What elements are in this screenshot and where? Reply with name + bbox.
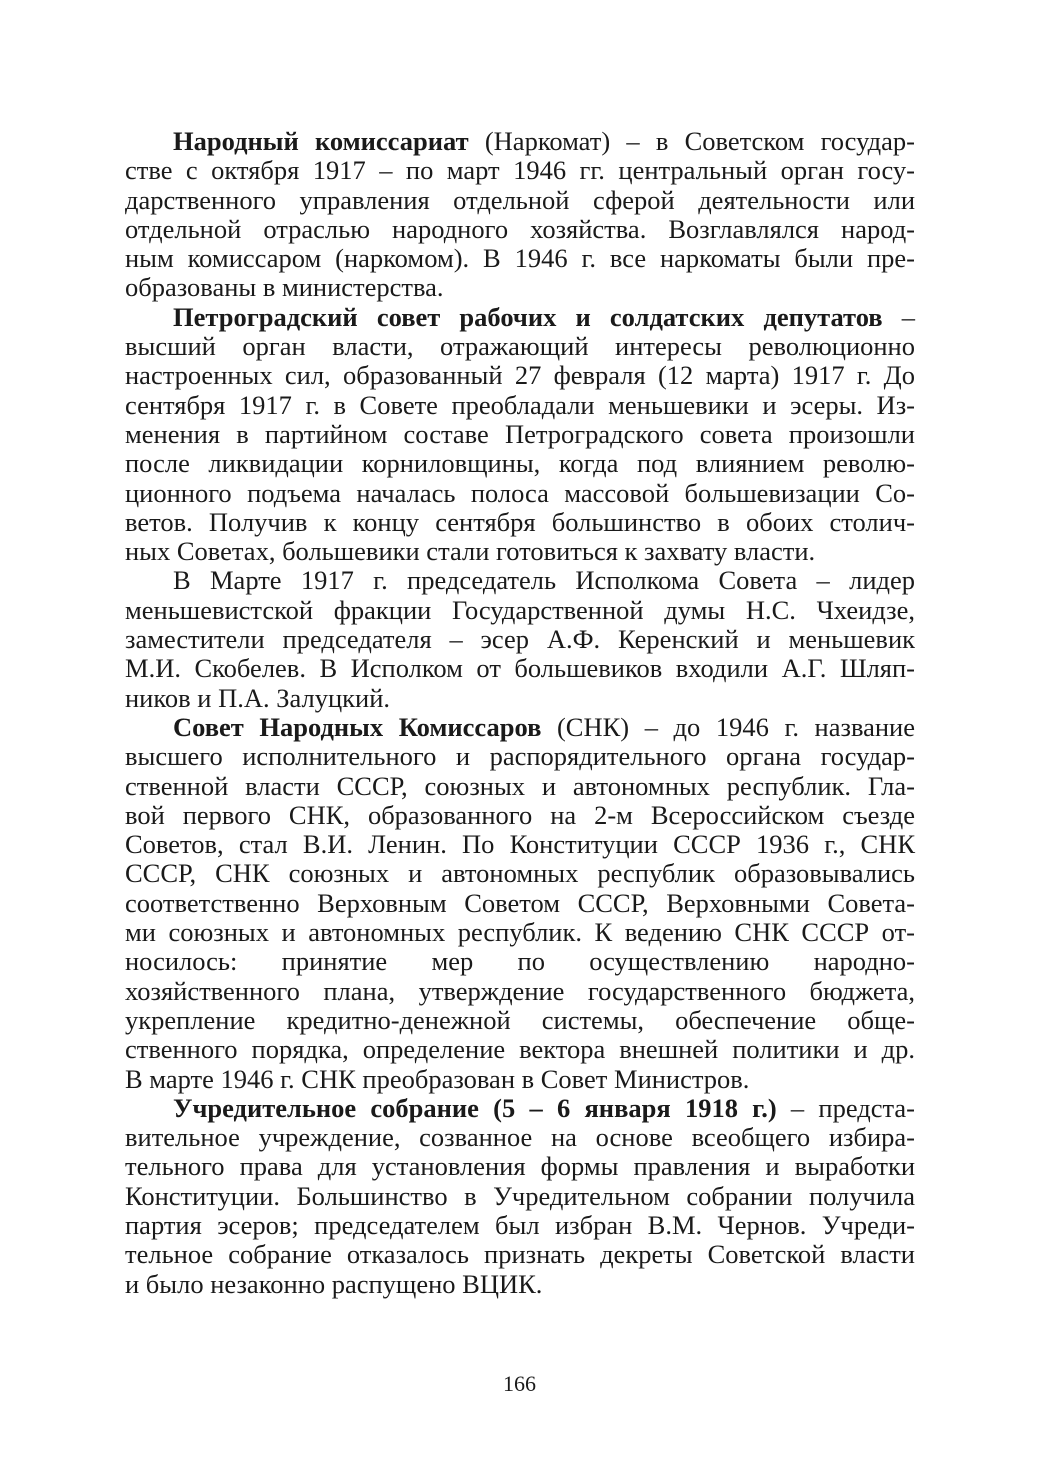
text-line: укрепление кредитно-денежной системы, обеспечение обще- [125,1004,915,1035]
term-heading: Народный комиссариат [173,126,469,156]
text-line: ников и П.А. Залуцкий. [125,682,391,713]
text-line: хозяйственного плана, утверждение государственного бюджета, [125,975,915,1006]
paragraph-march-1917 [125,566,915,712]
text-line: Учредительное собрание (5 – 6 января 1918 г.) – предста- [173,1092,915,1123]
text-line: соответственно Верховным Советом СССР, Верховными Совета- [125,887,915,918]
text-line: М.И. Скобелев. В Исполком от большевиков входили А.Г. Шляп- [125,653,915,684]
text-line: отдельной отраслью народного хозяйства. Возглавлялся народ- [125,213,915,244]
term-heading: Учредительное собрание (5 – 6 января 1918 г.) [173,1092,777,1123]
text-line: вой первого СНК, образованного на 2-м Всероссийском съезде [125,799,915,830]
text-line: заместители председателя – эсер А.Ф. Керенский и меньшевик [125,624,915,655]
text-line: Народный комиссариат (Наркомат) – в Советском государ- [173,126,915,156]
text-line: В марте 1946 г. СНК преобразован в Совет Министров. [125,1063,750,1094]
paragraph-uchreditelnoe-sobranie [125,1094,915,1299]
text-line: менения в партийном составе Петроградского совета произошли [125,418,915,449]
text-line: образованы в министерства. [125,272,444,303]
text-line: тельное собрание отказалось признать декреты Советской власти [125,1239,915,1270]
text-line: стве с октября 1917 – по март 1946 гг. центральный орган госу- [125,155,915,186]
text-line: сентября 1917 г. в Совете преобладали меньшевики и эсеры. Из- [125,389,915,420]
text-line: ственного порядка, определение вектора внешней политики и др. [125,1034,915,1065]
text-line: Советов, стал В.И. Ленин. По Конституции СССР 1936 г., СНК [125,829,915,860]
text-line: Петроградский совет рабочих и солдатских депутатов – [173,301,916,332]
term-heading: Петроградский совет рабочих и солдатских депутатов [173,301,883,332]
text-line: носилось: принятие мер по осуществлению народно- [125,946,915,977]
text-line: ционного подъема началась полоса массовой большевизации Со- [125,477,915,508]
text-line: ным комиссаром (наркомом). В 1946 г. все наркоматы были пре- [125,243,915,274]
text-line: СССР, СНК союзных и автономных республик образовывались [125,858,915,889]
paragraph-narodny-komissariat [125,127,915,303]
text-line: дарственного управления отдельной сферой деятельности или [125,184,915,215]
text-line: ных Советах, большевики стали готовиться к захвату власти. [125,536,816,567]
term-heading: Совет Народных Комиссаров [173,711,542,742]
paragraph-petrogradsky-sovet [125,303,915,567]
text-line: меньшевистской фракции Государственной думы Н.С. Чхеидзе, [125,594,915,625]
text-line: партия эсеров; председателем был избран В.М. Чернов. Учреди- [125,1209,915,1240]
text-line: после ликвидации корниловщины, когда под влиянием револю- [125,448,915,479]
document-body [125,127,915,1299]
text-line: высший орган власти, отражающий интересы революционно [125,331,915,362]
text-line: Конституции. Большинство в Учредительном собрании получила [125,1180,915,1211]
text-line: высшего исполнительного и распорядительного органа государ- [125,741,915,772]
page-number: 166 [503,1371,536,1396]
text-line: и было незаконно распущено ВЦИК. [125,1268,543,1299]
text-line: тельного права для установления формы правления и выработки [125,1151,915,1182]
text-line: настроенных сил, образованный 27 февраля (12 марта) 1917 г. До [125,360,915,391]
text-line: Совет Народных Комиссаров (СНК) – до 1946 г. название [173,711,915,742]
paragraph-snk [125,713,915,1094]
text-line: ственной власти СССР, союзных и автономных республик. Гла- [125,770,915,801]
text-line: ветов. Получив к концу сентября большинство в обоих столич- [125,506,915,537]
text-line: вительное учреждение, созванное на основе всеобщего избира- [125,1122,915,1153]
text-line: В Марте 1917 г. председатель Исполкома Совета – лидер [173,565,915,596]
text-line: ми союзных и автономных республик. К ведению СНК СССР от- [125,917,915,948]
